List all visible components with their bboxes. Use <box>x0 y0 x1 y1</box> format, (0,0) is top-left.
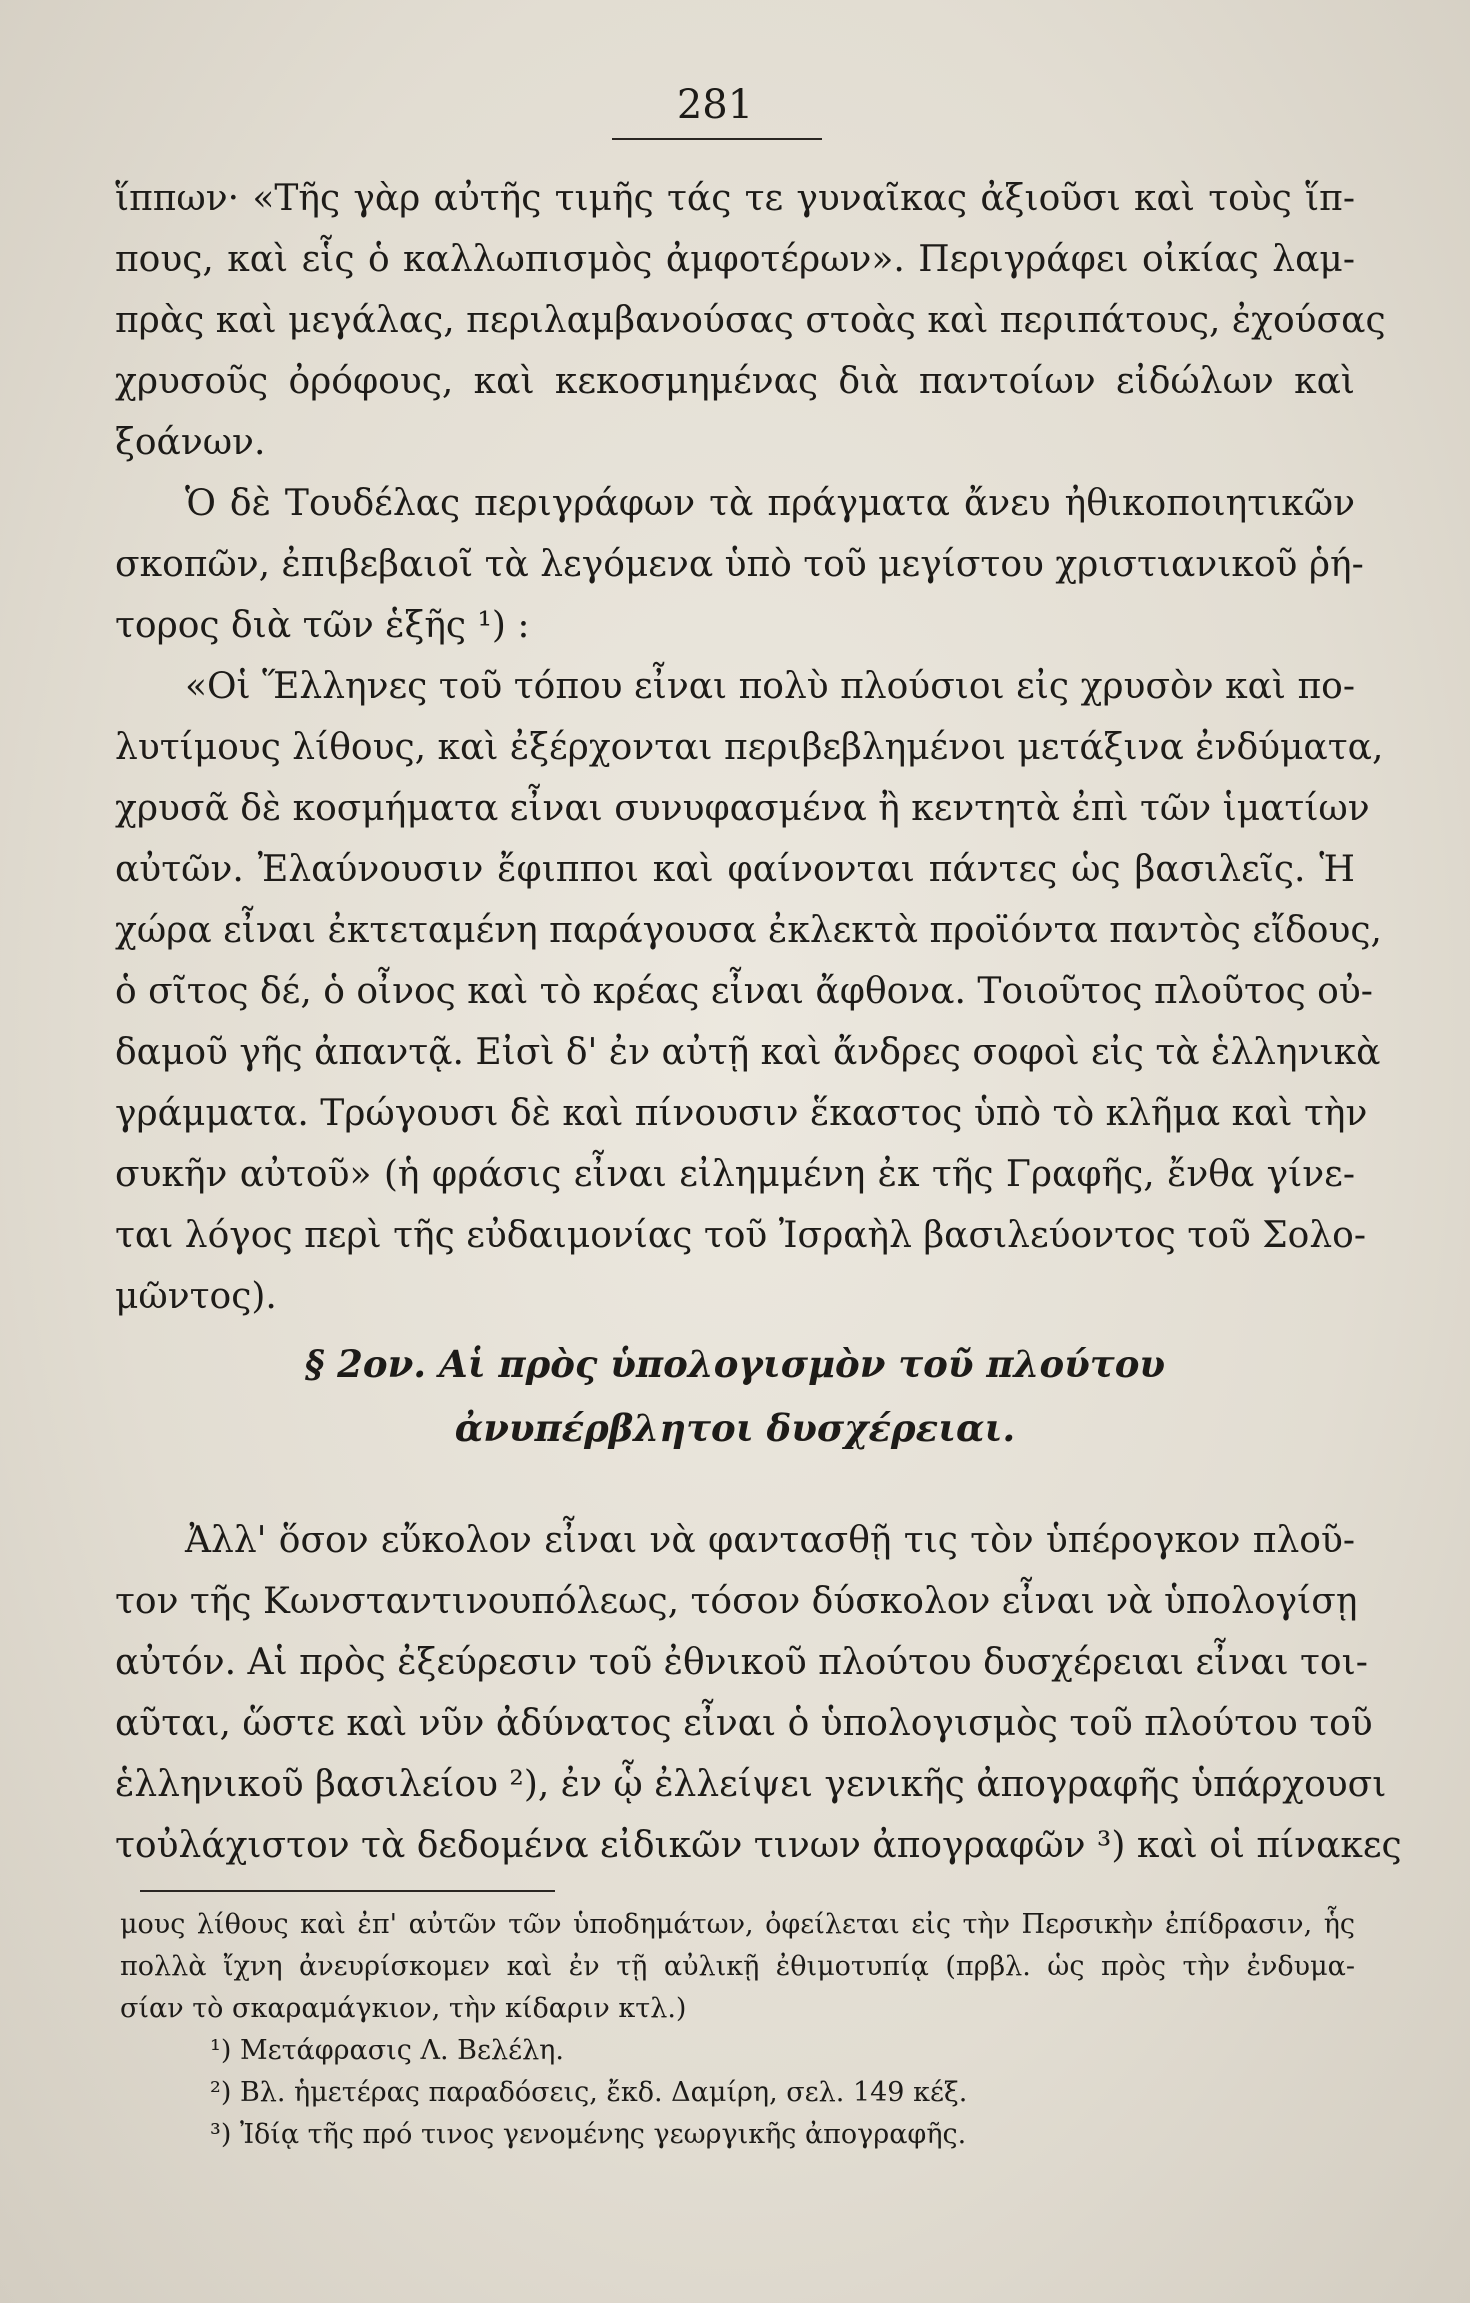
text-line: χρυσοῦς ὀρόφους, καὶ κεκοσμημένας διὰ παντοίων εἰδώλων καὶ <box>115 361 1355 402</box>
text-line: μῶντος). <box>115 1276 277 1317</box>
footnote-continuation-line: μους λίθους καὶ ἐπ' αὐτῶν τῶν ὑποδημάτων, ὀφείλεται εἰς τὴν Περσικὴν ἐπίδρασιν, ἧς <box>120 1909 1355 1940</box>
paragraph-2 <box>115 473 1364 656</box>
text-line: χρυσᾶ δὲ κοσμήματα εἶναι συνυφασμένα ἢ κεντητὰ ἐπὶ τῶν ἱματίων <box>115 788 1370 829</box>
text-line: Ὁ δὲ Τουδέλας περιγράφων τὰ πράγματα ἄνευ ἠθικοποιητικῶν <box>185 483 1355 524</box>
text-line: ὁ σῖτος δέ, ὁ οἶνος καὶ τὸ κρέας εἶναι ἄφθονα. Τοιοῦτος πλοῦτος οὐ- <box>115 971 1373 1012</box>
footnote-continuation-line: σίαν τὸ σκαραμάγκιον, τὴν κίδαριν κτλ.) <box>120 1993 687 2024</box>
text-line: τον τῆς Κωνσταντινουπόλεως, τόσον δύσκολον εἶναι νὰ ὑπολογίσῃ <box>115 1581 1358 1622</box>
text-line: αὐτόν. Αἱ πρὸς ἐξεύρεσιν τοῦ ἐθνικοῦ πλούτου δυσχέρειαι εἶναι τοι- <box>115 1642 1368 1683</box>
text-line: «Οἱ Ἕλληνες τοῦ τόπου εἶναι πολὺ πλούσιοι εἰς χρυσὸν καὶ πο- <box>185 666 1355 707</box>
text-line: λυτίμους λίθους, καὶ ἐξέρχονται περιβεβλημένοι μετάξινα ἐνδύματα, <box>115 727 1384 768</box>
paragraph-3 <box>115 656 1384 1327</box>
footnote-continuation-line: πολλὰ ἴχνη ἀνευρίσκομεν καὶ ἐν τῇ αὐλικῇ ἐθιμοτυπίᾳ (πρβλ. ὡς πρὸς τὴν ἐνδυμα- <box>120 1951 1355 1982</box>
footnote-2: ²) Βλ. ἡμετέρας παραδόσεις, ἔκδ. Δαμίρη, σελ. 149 κέξ. <box>210 2077 968 2108</box>
text-line: τορος διὰ τῶν ἑξῆς ¹) : <box>115 605 530 646</box>
text-line: ξοάνων. <box>115 422 266 463</box>
text-line: χώρα εἶναι ἐκτεταμένη παράγουσα ἐκλεκτὰ προϊόντα παντὸς εἴδους, <box>115 910 1382 951</box>
text-line: γράμματα. Τρώγουσι δὲ καὶ πίνουσιν ἕκαστος ὑπὸ τὸ κλῆμα καὶ τὴν <box>115 1093 1368 1134</box>
footnote-rule <box>140 1890 555 1892</box>
text-line: αὐτῶν. Ἐλαύνουσιν ἔφιπποι καὶ φαίνονται πάντες ὡς βασιλεῖς. Ἡ <box>115 849 1355 890</box>
text-line: δαμοῦ γῆς ἀπαντᾷ. Εἰσὶ δ' ἐν αὐτῇ καὶ ἄνδρες σοφοὶ εἰς τὰ ἑλληνικὰ <box>115 1032 1381 1073</box>
text-line: συκῆν αὐτοῦ» (ἡ φράσις εἶναι εἰλημμένη ἐκ τῆς Γραφῆς, ἔνθα γίνε- <box>115 1154 1355 1195</box>
text-line: ἑλληνικοῦ βασιλείου ²), ἐν ᾧ ἐλλείψει γενικῆς ἀπογραφῆς ὑπάρχουσι <box>115 1764 1387 1805</box>
section-heading-line: § 2ον. Αἱ πρὸς ὑπολογισμὸν τοῦ πλούτου <box>304 1342 1166 1386</box>
footnote-3: ³) Ἰδίᾳ τῆς πρό τινος γενομένης γεωργικῆς ἀπογραφῆς. <box>210 2119 967 2150</box>
section-heading-line: ἀνυπέρβλητοι δυσχέρειαι. <box>454 1406 1016 1450</box>
text-line: ται λόγος περὶ τῆς εὐδαιμονίας τοῦ Ἰσραὴλ βασιλεύοντος τοῦ Σολο- <box>115 1215 1366 1256</box>
text-line: πρὰς καὶ μεγάλας, περιλαμβανούσας στοὰς καὶ περιπάτους, ἐχούσας <box>115 300 1386 341</box>
section-paragraph <box>115 1510 1402 1876</box>
text-line: τοὐλάχιστον τὰ δεδομένα εἰδικῶν τινων ἀπογραφῶν ³) καὶ οἱ πίνακες <box>115 1825 1402 1866</box>
section-heading <box>115 1332 1355 1460</box>
paragraph-1 <box>115 168 1386 473</box>
text-line: αῦται, ὥστε καὶ νῦν ἀδύνατος εἶναι ὁ ὑπολογισμὸς τοῦ πλούτου τοῦ <box>115 1703 1373 1744</box>
text-line: σκοπῶν, ἐπιβεβαιοῖ τὰ λεγόμενα ὑπὸ τοῦ μεγίστου χριστιανικοῦ ῥή- <box>115 544 1364 585</box>
text-line: πους, καὶ εἷς ὁ καλλωπισμὸς ἀμφοτέρων». Περιγράφει οἰκίας λαμ- <box>115 239 1355 280</box>
page-number: 281 <box>676 82 754 128</box>
text-line: Ἀλλ' ὅσον εὔκολον εἶναι νὰ φαντασθῇ τις τὸν ὑπέρογκον πλοῦ- <box>185 1520 1355 1561</box>
footnote-1: ¹) Μετάφρασις Λ. Βελέλη. <box>210 2035 564 2066</box>
text-line: ἵππων· «Τῆς γὰρ αὐτῆς τιμῆς τάς τε γυναῖκας ἀξιοῦσι καὶ τοὺς ἵπ- <box>115 178 1355 219</box>
footnotes <box>120 1904 1355 2156</box>
header-rule <box>612 138 822 140</box>
